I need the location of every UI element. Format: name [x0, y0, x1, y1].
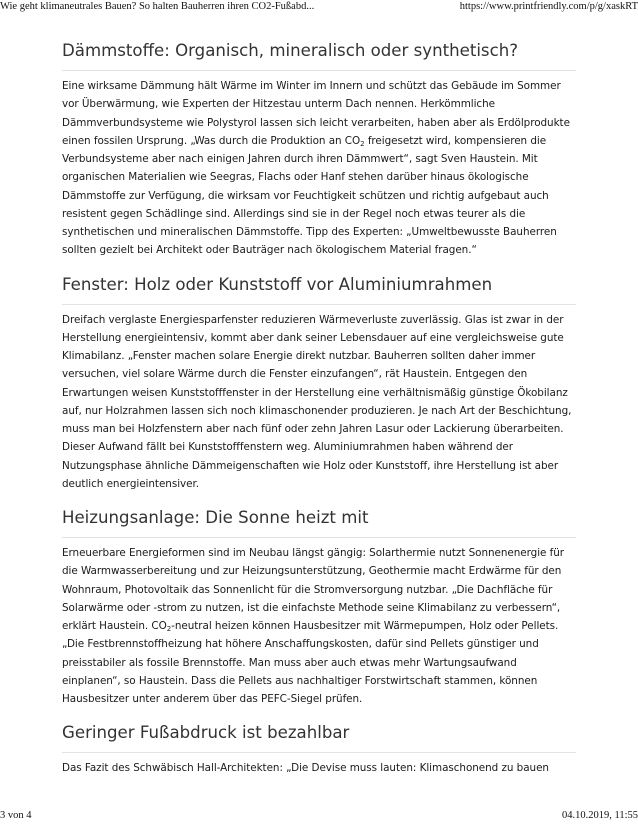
paragraph-text: Erneuerbare Energieformen sind im Neubau längst gängig: Solarthermie nutzt Sonnenenergie für die Warmwasserbereitung und zur Heizungsunterstützung, Geothermie macht Erdwärme für den Wohnraum, Photovoltaik das Sonnenlicht für die Stromversorgung nutzbar. „Die Dachfläche für Solarwärme oder -strom zu nutzen, ist die einfachste Methode seine Klimabilanz zu verbessern“, erklärt Haustein. CO [62, 547, 565, 632]
section-heading: Fenster: Holz oder Kunststoff vor Aluminiumrahmen [62, 272, 576, 305]
section-fenster [62, 272, 576, 494]
print-timestamp: 04.10.2019, 11:55 [561, 810, 638, 821]
paragraph-text: freigesetzt wird, kompensieren die Verbundsysteme aber nach einigen Jahren durch ihren Dämmwert“, sagt Sven Haustein. Mit organischen Materialien wie Seegras, Flachs oder Hanf stehen darüber hinaus ökologische Dämmstoffe zur Verfügung, die wirksam vor Feuchtigkeit schützen und richtig aufgebaut auch resistent gegen Schädlinge sind. Allerdings sind sie in der Regel noch etwas teurer als die synthetischen und mineralischen Dämmstoffe. Tipp des Experten: „Umweltbewusste Bauherren sollten gezielt bei Architekt oder Bauträger nach ökologischem Material fragen.“ [62, 134, 557, 257]
print-page-number: 3 von 4 [0, 810, 32, 821]
section-paragraph: Dreifach verglaste Energiesparfenster reduzieren Wärmeverluste zuverlässig. Glas ist zwar in der Herstellung energieintensiv, kommt aber dank seiner Lebensdauer auf eine vergleichsweise gute Klimabilanz. „Fenster machen solare Energie direkt nutzbar. Bauherren sollten daher immer versuchen, viel solare Wärme durch die Fenster einzufangen“, rät Haustein. Entgegen den Erwartungen weisen Kunststofffenster in der Herstellung eine verhältnismäßig günstige Ökobilanz auf, nur Holzrahmen lassen sich noch klimaschonender produzieren. Je nach Art der Beschichtung, muss man bei Holzfenstern aber nach fünf oder zehn Jahren Lasur oder Lackierung überarbeiten. Dieser Aufwand fällt bei Kunststofffenstern weg. Aluminiumrahmen haben während der Nutzungsphase ähnliche Dämmeigenschaften wie Holz oder Kunststoff, ihre Herstellung ist aber deutlich energieintensiver. [62, 313, 572, 490]
subscript-2: 2 [166, 625, 172, 633]
section-heading: Geringer Fußabdruck ist bezahlbar [62, 720, 576, 753]
section-daemmstoffe [62, 38, 576, 260]
section-heizungsanlage [62, 505, 576, 708]
section-paragraph [62, 77, 576, 260]
print-page-title: Wie geht klimaneutrales Bauen? So halten Bauherren ihren CO2-Fußabd... [0, 1, 315, 12]
section-heading: Dämmstoffe: Organisch, mineralisch oder synthetisch? [62, 38, 576, 71]
section-heading: Heizungsanlage: Die Sonne heizt mit [62, 505, 576, 538]
article-content [62, 38, 576, 790]
section-paragraph [62, 544, 576, 708]
section-paragraph: Das Fazit des Schwäbisch Hall-Architekten: „Die Devise muss lauten: Klimaschonend zu bauen [62, 762, 549, 775]
print-page-url: https://www.printfriendly.com/p/g/xaskRT [459, 1, 638, 12]
section-fussabdruck [62, 720, 576, 777]
paragraph-text: -neutral heizen können Hausbesitzer mit Wärmepumpen, Holz oder Pellets. „Die Festbrennstoffheizung hat höhere Anschaffungskosten, dafür sind Pellets günstiger und preisstabiler als fossile Brennstoffe. Man muss aber auch etwas mehr Wartungsaufwand einplanen“, so Haustein. Dass die Pellets aus nachhaltiger Forstwirtschaft stammen, können Hausbesitzer unter anderem über das PEFC-Siegel prüfen. [62, 620, 559, 705]
print-header [0, 0, 638, 14]
print-footer [0, 809, 638, 823]
paragraph-text: Eine wirksame Dämmung hält Wärme im Winter im Innern und schützt das Gebäude im Sommer vor Überwärmung, wie Experten der Hitzestau unterm Dach nennen. Herkömmliche Dämmverbundsysteme wie Polystyrol lassen sich leicht verarbeiten, haben aber als Erdölprodukte einen fossilen Ursprung. „Was durch die Produktion an CO [62, 80, 570, 147]
subscript-2: 2 [360, 139, 365, 148]
